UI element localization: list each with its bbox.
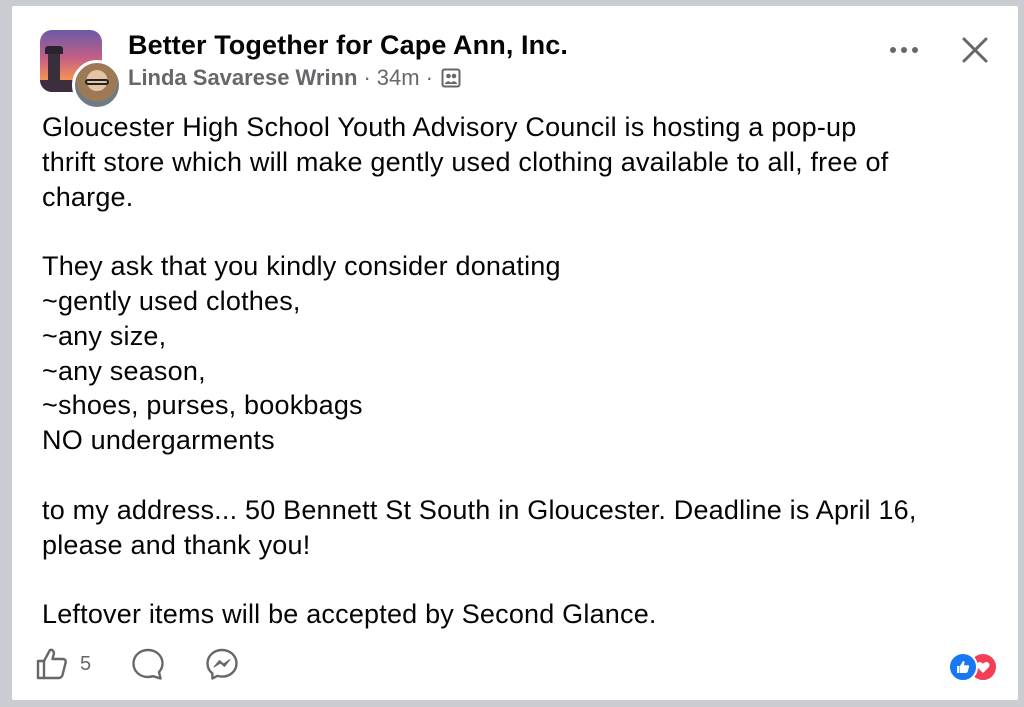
post-meta (128, 65, 461, 91)
like-button[interactable] (34, 644, 91, 684)
post-line: NO undergarments (42, 425, 275, 456)
close-button[interactable] (955, 30, 995, 70)
meta-separator: · (363, 65, 371, 90)
close-icon (962, 37, 988, 63)
thumbs-up-icon (34, 646, 70, 682)
comment-icon (130, 646, 166, 682)
group-name[interactable]: Better Together for Cape Ann, Inc. (128, 30, 568, 60)
post-line: Leftover items will be accepted by Second Glance. (42, 599, 657, 630)
post-text (42, 110, 1002, 632)
post-line: They ask that you kindly consider donating (42, 251, 561, 282)
post-line: ~shoes, purses, bookbags (42, 390, 363, 421)
post-line: to my address... 50 Bennett St South in Gloucester. Deadline is April 16, (42, 494, 917, 525)
post-line: thrift store which will make gently used clothing available to all, free of (42, 146, 889, 177)
post-line: ~any season, (42, 355, 206, 386)
avatar-face-detail (85, 79, 109, 85)
author-name[interactable]: Linda Savarese Wrinn (128, 65, 358, 90)
post-card (12, 6, 1018, 700)
paragraph-gap (42, 562, 1002, 597)
reactions-summary[interactable] (948, 652, 1004, 680)
post-time[interactable]: 34m (376, 65, 420, 90)
post-line: ~gently used clothes, (42, 285, 301, 316)
messenger-share-button[interactable] (204, 646, 240, 682)
paragraph-gap (42, 214, 1002, 249)
post-line: please and thank you! (42, 529, 311, 560)
author-avatar[interactable] (72, 60, 122, 110)
more-icon (889, 46, 919, 54)
post-line: charge. (42, 181, 134, 212)
messenger-icon (204, 646, 240, 682)
comment-button[interactable] (130, 646, 166, 682)
post-line: ~any size, (42, 320, 167, 351)
paragraph-gap (42, 458, 1002, 493)
group-members-icon[interactable] (441, 68, 461, 88)
post-actions (34, 644, 1004, 684)
more-options-button[interactable] (884, 30, 924, 70)
avatar-stack[interactable] (40, 30, 118, 102)
like-reaction-icon (948, 652, 978, 682)
post-line: Gloucester High School Youth Advisory Council is hosting a pop-up (42, 112, 857, 142)
like-count[interactable]: 5 (80, 652, 92, 675)
meta-separator-2: · (425, 65, 433, 90)
